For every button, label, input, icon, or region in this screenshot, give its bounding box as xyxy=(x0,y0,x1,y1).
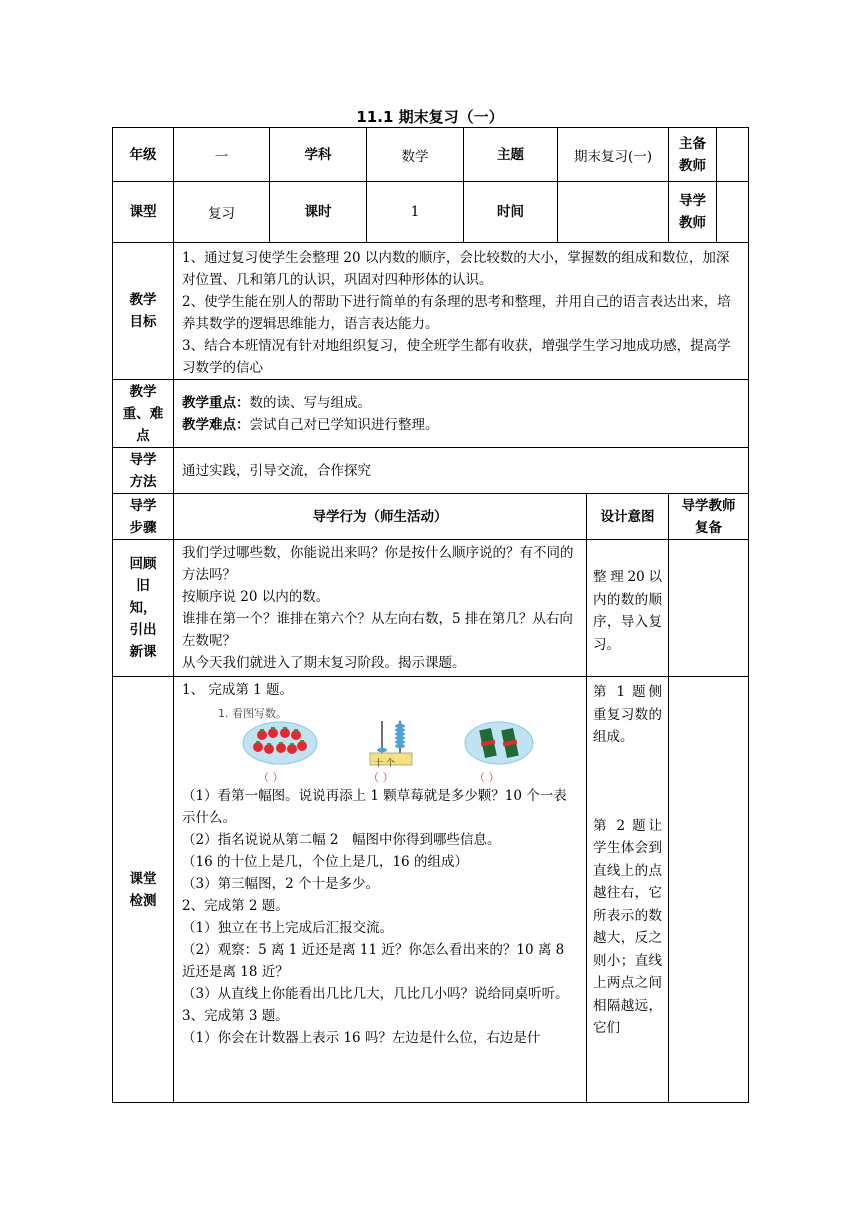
abacus-bead-icon xyxy=(377,724,405,752)
key-point-text: 数的读、写与组成。 xyxy=(249,394,371,411)
guide-teacher-label: 导学教师 xyxy=(669,182,717,243)
lead-teacher-value xyxy=(717,128,749,182)
methods-text: 通过实践，引导交流，合作探究 xyxy=(174,448,749,494)
answer-blank: （ ） xyxy=(258,771,284,784)
abacus-label: 十 个 xyxy=(374,759,395,769)
exercise-figures xyxy=(182,703,580,784)
review-content xyxy=(174,540,587,677)
methods-row xyxy=(113,448,749,494)
review-line: 谁排在第一个？谁排在第六个？从左向右数，5 排在第几？从右向左数呢？ xyxy=(182,611,573,649)
subject-label: 学科 xyxy=(270,128,367,182)
activity-header: 导学行为（师生活动） xyxy=(174,494,587,540)
grade-label: 年级 xyxy=(113,128,174,182)
classroom-line: （3）从直线上你能看出几比几大，几比几小吗？说给同桌听听。 xyxy=(182,986,569,1002)
review-notes xyxy=(669,540,749,677)
subject-value: 数学 xyxy=(367,128,464,182)
objectives-content xyxy=(174,243,749,380)
classroom-line: 3、完成第 3 题。 xyxy=(182,1008,289,1024)
lead-teacher-label: 主备教师 xyxy=(669,128,717,182)
intent-item-2: 第 2 题让学生体会到直线上的点越往右，它所表示的数越大，反之则小；直线上两点之间相隔越远，它们 xyxy=(593,817,663,1036)
classroom-line: （16 的十位上是几，个位上是几，16 的组成） xyxy=(182,854,468,870)
page-title: 11.1 期末复习（一） xyxy=(356,108,504,126)
info-row-1 xyxy=(113,128,749,182)
steps-label: 导学步骤 xyxy=(113,494,174,540)
bundles-figure xyxy=(464,721,534,765)
guide-teacher-value xyxy=(717,182,749,243)
periods-value: 1 xyxy=(367,182,464,243)
answer-blank: （ ） xyxy=(368,771,394,784)
classroom-line: 2、完成第 2 题。 xyxy=(182,898,289,914)
intent-header: 设计意图 xyxy=(587,494,669,540)
review-row xyxy=(113,540,749,677)
figure-title: 1. 看图写数。 xyxy=(218,707,287,720)
objective-item: 3、结合本班情况有针对地组织复习，使全班学生都有收获，增强学生学习地成功感，提高学习数学的信心 xyxy=(182,338,731,376)
classroom-row xyxy=(113,677,749,1103)
methods-label: 导学方法 xyxy=(113,448,174,494)
key-points-label: 教学重、难点 xyxy=(113,380,174,448)
key-points-row xyxy=(113,380,749,448)
classroom-line: （1）看第一幅图。说说再添上 1 颗草莓就是多少颗？10 个一表示什么。 xyxy=(182,788,567,826)
classroom-intent xyxy=(587,677,669,1103)
key-point-label: 教学重点： xyxy=(182,394,250,411)
objectives-label: 教学目标 xyxy=(113,243,174,380)
difficult-point-text: 尝试自己对已学知识进行整理。 xyxy=(249,416,439,433)
topic-value: 期末复习(一) xyxy=(558,128,669,182)
topic-label: 主题 xyxy=(464,128,558,182)
classroom-line: （2）观察：5 离 1 近还是离 11 近？你怎么看出来的？10 离 8 近还是离 18 近？ xyxy=(182,942,565,980)
classroom-content xyxy=(174,677,587,1103)
classroom-notes xyxy=(669,677,749,1103)
notes-header: 导学教师复备 xyxy=(669,494,749,540)
answer-blank: （ ） xyxy=(474,771,500,784)
review-line: 从今天我们就进入了期末复习阶段。揭示课题。 xyxy=(182,655,466,671)
review-label: 回顾旧知，引出新课 xyxy=(113,540,174,677)
grade-value: 一 xyxy=(174,128,270,182)
info-row-2 xyxy=(113,182,749,243)
lesson-plan-table xyxy=(112,127,749,1103)
objective-item: 2、使学生能在别人的帮助下进行简单的有条理的思考和整理，并用自己的语言表达出来，培养其数学的逻辑思维能力，语言表达能力。 xyxy=(182,294,731,332)
type-label: 课型 xyxy=(113,182,174,243)
objectives-row xyxy=(113,243,749,380)
time-value xyxy=(558,182,669,243)
intent-item-1: 第 1 题侧重复习数的组成。 xyxy=(593,684,663,745)
review-intent: 整理20以内的数的顺序，导入复习。 xyxy=(587,540,669,677)
classroom-line: （2）指名说说从第二幅 2 幅图中你得到哪些信息。 xyxy=(182,832,501,848)
classroom-label: 课堂检测 xyxy=(113,677,174,1103)
review-line: 我们学过哪些数，你能说出来吗？你是按什么顺序说的？有不同的方法吗？ xyxy=(182,545,574,583)
strawberry-figure xyxy=(242,721,318,765)
steps-header-row xyxy=(113,494,749,540)
difficult-point-label: 教学难点： xyxy=(182,416,250,433)
time-label: 时间 xyxy=(464,182,558,243)
review-line: 按顺序说 20 以内的数。 xyxy=(182,589,330,605)
objective-item: 1、通过复习使学生会整理 20 以内数的顺序，会比较数的大小，掌握数的组成和数位，加深对位置、几和第几的认识，巩固对四种形体的认识。 xyxy=(182,250,730,288)
classroom-line: （3）第三幅图，2 个十是多少。 xyxy=(182,876,379,892)
classroom-line: （1）独立在书上完成后汇报交流。 xyxy=(182,920,394,936)
classroom-item: 1、 完成第 1 题。 xyxy=(182,682,294,698)
classroom-line: （1）你会在计数器上表示 16 吗？左边是什么位，右边是什 xyxy=(182,1030,541,1046)
periods-label: 课时 xyxy=(270,182,367,243)
key-points-content xyxy=(174,380,749,448)
type-value: 复习 xyxy=(174,182,270,243)
